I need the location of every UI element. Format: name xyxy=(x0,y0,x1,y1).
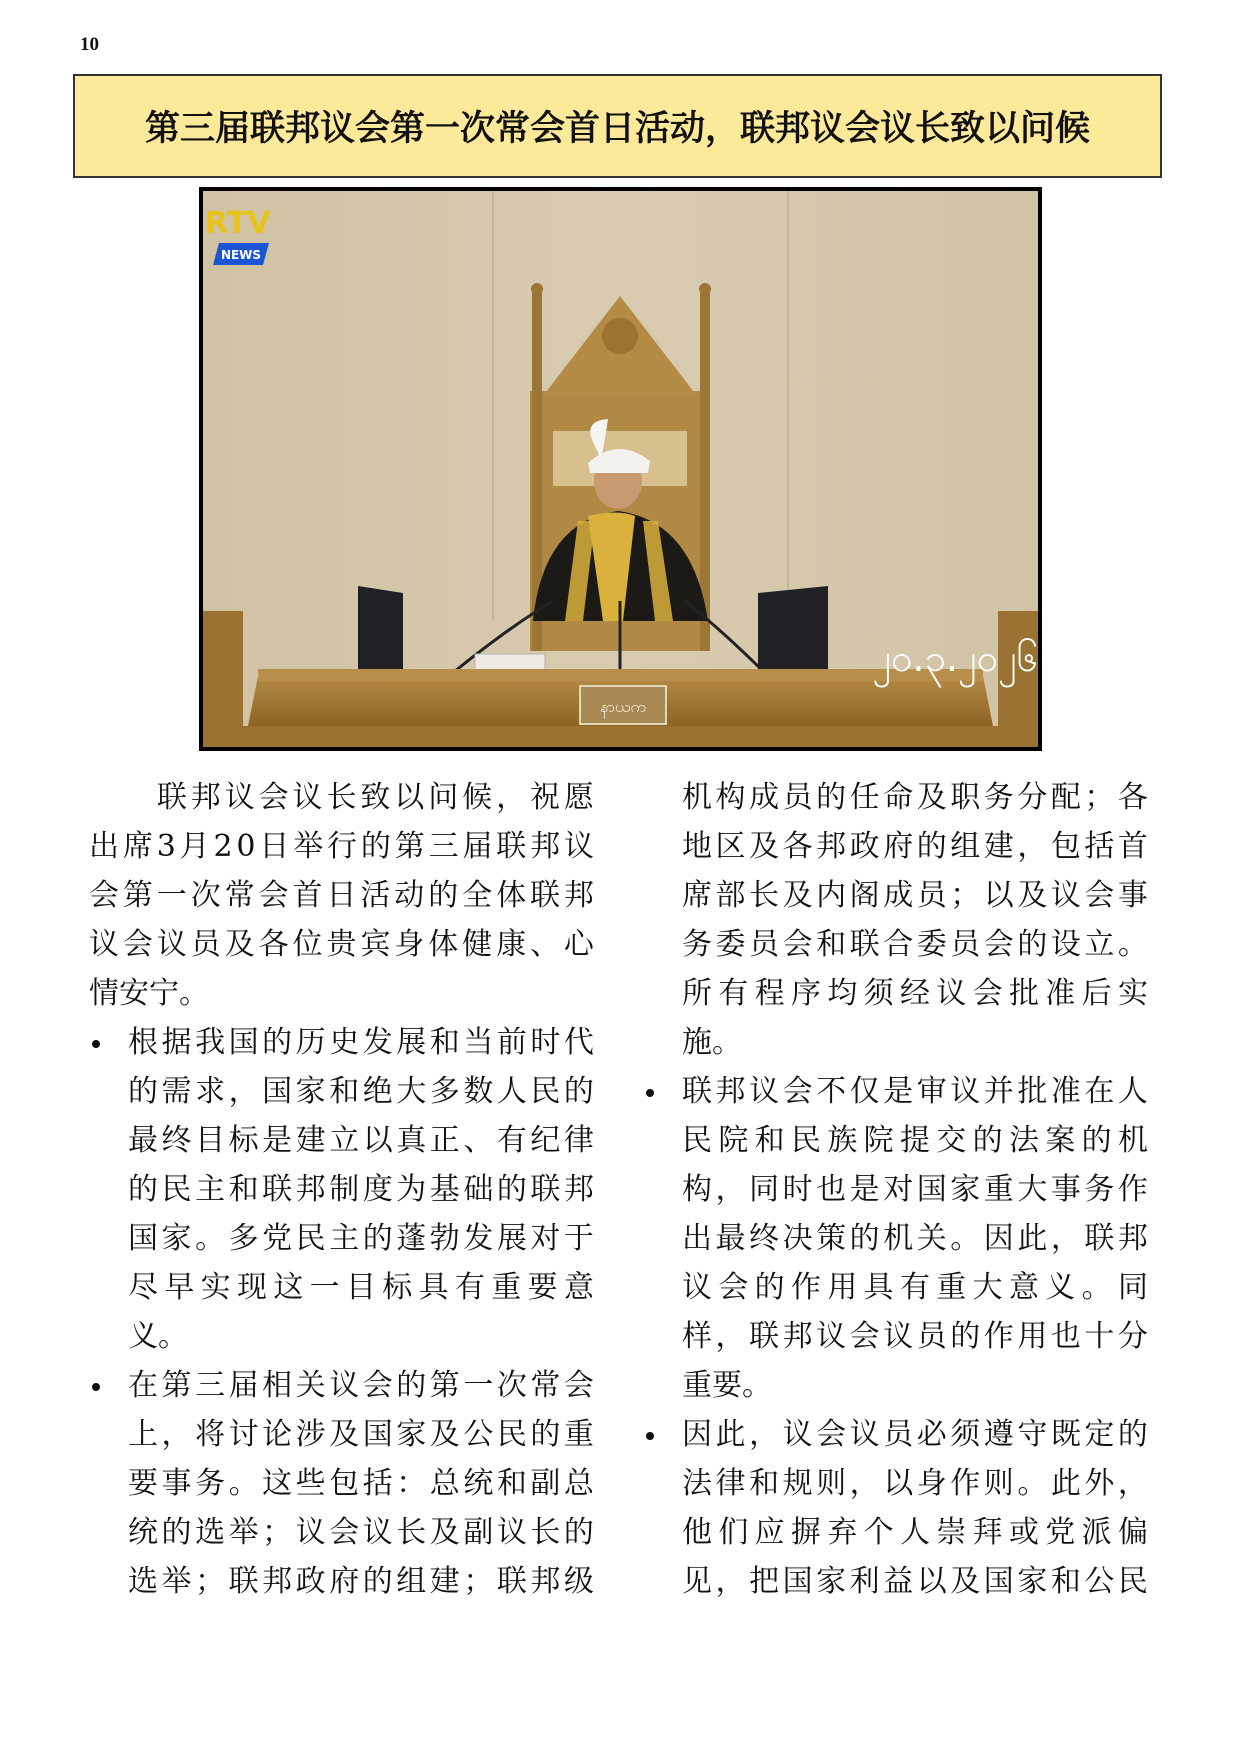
news-photo xyxy=(199,187,1042,751)
text-line: 重要。 xyxy=(682,1368,772,1403)
placard-text: နာယက xyxy=(599,697,647,716)
text-line: 机 构 成 员 的 任 命 及 职 务 分 配 ； 各 xyxy=(682,780,1148,815)
bullet-item xyxy=(643,1067,1148,1410)
text-line: 席 部 长 及 内 阁 成 员 ； 以 及 议 会 事 xyxy=(682,878,1148,913)
text-line: 的 需 求 ， 国 家 和 绝 大 多 数 人 民 的 xyxy=(128,1074,594,1109)
text-line: 所 有 程 序 均 须 经 议 会 批 准 后 实 xyxy=(682,976,1148,1011)
text-line: 样 ， 联 邦 议 会 议 员 的 作 用 也 十 分 xyxy=(682,1319,1148,1354)
left-column xyxy=(89,773,594,1606)
bullet-item xyxy=(643,1410,1148,1606)
bullet-item xyxy=(89,1018,594,1361)
text-line: 法 律 和 规 则 ， 以 身 作 则 。 此 外 ， xyxy=(682,1466,1148,1501)
text-line: 会 第 一 次 常 会 首 日 活 动 的 全 体 联 邦 xyxy=(89,878,594,913)
monitor-left xyxy=(358,586,403,679)
text-line: 情安宁。 xyxy=(89,976,209,1011)
logo-rtv: RTV xyxy=(205,206,271,241)
text-line: 要 事 务 。 这 些 包 括 ： 总 统 和 副 总 xyxy=(128,1466,594,1501)
text-line: 的 民 主 和 联 邦 制 度 为 基 础 的 联 邦 xyxy=(128,1172,594,1207)
text-line: 选 举 ； 联 邦 政 府 的 组 建 ； 联 邦 级 xyxy=(128,1564,594,1599)
text-line: 尽 早 实 现 这 一 目 标 具 有 重 要 意 xyxy=(128,1270,594,1305)
text-line: 在 第 三 届 相 关 议 会 的 第 一 次 常 会 xyxy=(128,1368,594,1403)
text-line: 最 终 目 标 是 建 立 以 真 正 、 有 纪 律 xyxy=(128,1123,594,1158)
parliament-speaker-photo xyxy=(203,191,1038,747)
text-line: 根 据 我 国 的 历 史 发 展 和 当 前 时 代 xyxy=(128,1025,594,1060)
bullet-icon xyxy=(646,1432,654,1440)
text-line: 民 院 和 民 族 院 提 交 的 法 案 的 机 xyxy=(682,1123,1148,1158)
text-line: 因 此 ， 议 会 议 员 必 须 遵 守 既 定 的 xyxy=(682,1417,1148,1452)
bullet-icon xyxy=(646,1089,654,1097)
bullet-item xyxy=(89,1361,594,1606)
text-line: 施。 xyxy=(682,1025,742,1060)
text-line: 国 家 。 多 党 民 主 的 蓬 勃 发 展 对 于 xyxy=(128,1221,594,1256)
text-line: 议 会 议 员 及 各 位 贵 宾 身 体 健 康 、 心 xyxy=(89,927,594,962)
text-line: 统 的 选 举 ； 议 会 议 长 及 副 议 长 的 xyxy=(128,1515,594,1550)
text-line: 义。 xyxy=(128,1319,188,1354)
text-line: 见 ， 把 国 家 利 益 以 及 国 家 和 公 民 xyxy=(682,1564,1148,1599)
text-line: 上 ， 将 讨 论 涉 及 国 家 及 公 民 的 重 xyxy=(128,1417,594,1452)
text-line: 联 邦 议 会 不 仅 是 审 议 并 批 准 在 人 xyxy=(682,1074,1148,1109)
bullet-icon xyxy=(92,1383,100,1391)
name-placard xyxy=(580,686,666,724)
text-line: 出 最 终 决 策 的 机 关 。 因 此 ， 联 邦 xyxy=(682,1221,1148,1256)
text-line: 出 席 3 月 2 0 日 举 行 的 第 三 届 联 邦 议 xyxy=(89,829,594,864)
intro-paragraph xyxy=(89,773,594,1018)
logo-news: NEWS xyxy=(220,248,262,262)
text-line: 议 会 的 作 用 具 有 重 大 意 义 。 同 xyxy=(682,1270,1148,1305)
text-line: 地 区 及 各 邦 政 府 的 组 建 ， 包 括 首 xyxy=(682,829,1148,864)
page-number: 10 xyxy=(80,34,99,55)
text-line: 构 ， 同 时 也 是 对 国 家 重 大 事 务 作 xyxy=(682,1172,1148,1207)
right-column xyxy=(643,773,1148,1606)
title-banner xyxy=(73,74,1162,178)
text-line: 联 邦 议 会 议 长 致 以 问 候 ， 祝 愿 xyxy=(156,780,594,815)
continued-paragraph xyxy=(643,773,1148,1067)
text-line: 务 委 员 会 和 联 合 委 员 会 的 设 立 。 xyxy=(682,927,1148,962)
bullet-icon xyxy=(92,1040,100,1048)
monitor-right xyxy=(758,586,828,679)
date-overlay: ၂၀.၃.၂၀၂၆ xyxy=(872,636,1038,680)
text-line: 他 们 应 摒 弃 个 人 崇 拜 或 党 派 偏 xyxy=(682,1515,1148,1550)
article-title: 第三届联邦议会第一次常会首日活动，联邦议会议长致以问候 xyxy=(144,109,1090,149)
